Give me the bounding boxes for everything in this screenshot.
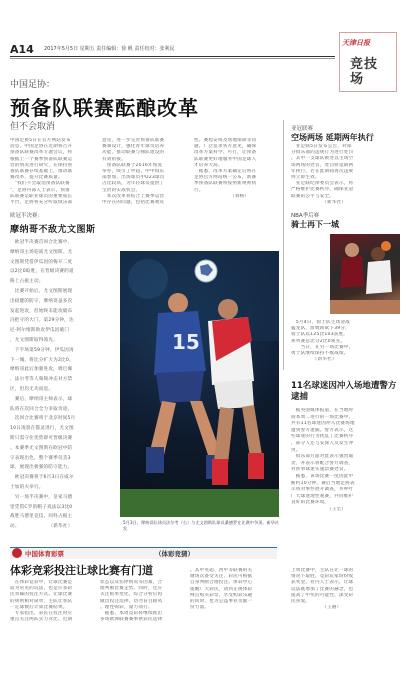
text-line: 摩纳哥此后加强进攻，姆巴佩 bbox=[10, 367, 73, 373]
text-line: 些球迷的行为扰乱了比赛秩序 bbox=[291, 434, 354, 440]
text-line: 行。 bbox=[194, 187, 204, 193]
text-line: 据英国媒体报道，在当地时 bbox=[291, 408, 354, 413]
text-line: 平台，足协将充分听取俱乐部 bbox=[10, 199, 73, 205]
text-line: 份力量。 bbox=[190, 605, 210, 611]
text-line: 勇士队继续保持不败战绩。 bbox=[291, 350, 349, 356]
text-line: 欧冠决赛将于6月3日在威尔 bbox=[10, 475, 74, 481]
text-line: 场两场的处罚，处罚将延期两 bbox=[291, 162, 354, 168]
text-line: 士加的夫举行。 bbox=[10, 484, 44, 490]
text-line: 欧冠半决赛首回合比赛中， bbox=[10, 240, 73, 245]
text-line: （刘杨） bbox=[194, 193, 250, 199]
nba-kicker: NBA季后赛 bbox=[291, 213, 320, 219]
lead-headline: 预备队联赛酝酿改革 bbox=[10, 96, 199, 120]
text-line: 的同时，也为公益事业贡献一 bbox=[190, 598, 253, 604]
lottery-band-sub: （体彩竞猜） bbox=[155, 550, 194, 558]
text-line: 5月4日，骑士队主场迎战 bbox=[291, 320, 350, 325]
text-line: 中存在的问题，包括比赛观赏 bbox=[102, 199, 165, 205]
text-line: 做出投注选择，切勿盲目跟风 bbox=[100, 598, 163, 604]
text-line: 球，展现出极强的防守能力。 bbox=[10, 465, 73, 471]
text-line: 玩法既增加了比赛的悬念，也 bbox=[291, 586, 354, 592]
feature-title: 摩纳哥不敌尤文图斯 bbox=[10, 225, 96, 235]
text-line: 尼·阿尔维斯助攻伊瓜因破门 bbox=[10, 328, 70, 334]
text-line: 有效衔接。 bbox=[102, 156, 126, 162]
text-line: 网点购买彩票，享受购彩乐趣 bbox=[190, 592, 253, 598]
text-line: 队将在次回合全力争取奇迹。 bbox=[10, 406, 73, 412]
lottery-body-col4 bbox=[291, 568, 405, 628]
text-line: 亚足联纪律委员会表示，将 bbox=[291, 181, 354, 187]
text-line: 猛龙队，詹姆斯砍下39分， bbox=[291, 326, 350, 332]
text-line: 据悉，改革方案确定后将在 bbox=[194, 168, 257, 174]
text-line: 对涉事球迷实施禁赛处罚。 bbox=[291, 467, 349, 473]
nba-photo-illustration bbox=[330, 234, 400, 314]
text-line: 严格维护比赛秩序，确保亚冠 bbox=[291, 187, 354, 193]
text-line: 在体彩竞彩中，让球比赛是 bbox=[10, 580, 73, 585]
nba-photo bbox=[330, 234, 400, 314]
text-line: 分俱乐部的违规行为进行处罚 bbox=[291, 150, 354, 156]
text-line: 赛改革，提升比赛质量。 bbox=[10, 175, 63, 181]
header-rule bbox=[10, 56, 335, 57]
text-line: 营的情况进行研究，在保持预 bbox=[10, 162, 73, 168]
text-line: 联赛的公平与安全。 bbox=[291, 193, 335, 199]
nba-title: 骑士再下一城 bbox=[291, 220, 339, 229]
text-line: 系列赛总比分2比0领先。 bbox=[291, 338, 346, 344]
lead-body-col3 bbox=[194, 138, 280, 208]
text-line: 队联赛更好地服务中国足球人 bbox=[194, 156, 257, 162]
text-line: 发起进攻，但始终未能攻破布 bbox=[10, 308, 73, 314]
text-line: 冯把守的大门。第29分钟，达 bbox=[10, 318, 74, 324]
text-line: 理判断比赛走势。同时，还应 bbox=[100, 586, 163, 592]
text-line: 举办，吸引了中超、中甲俱乐 bbox=[102, 168, 165, 174]
text-line: ，部分人还与安保人员发生冲 bbox=[291, 440, 354, 446]
text-line: 间本周二进行的一场比赛中， bbox=[291, 414, 354, 420]
header-rule-thin bbox=[10, 58, 335, 59]
sidebar-a-title: 空场两场 延期两年执行 bbox=[291, 133, 374, 142]
text-line: 共有11名球迷因冲入比赛场地 bbox=[291, 421, 355, 427]
text-line: 战胜马德里竞技，同样占据主 bbox=[10, 514, 73, 520]
lottery-band-label: 中国体育彩票 bbox=[25, 550, 64, 558]
lead-subhead: 但不会取消 bbox=[10, 122, 56, 132]
text-line: 重点关注两队实力对比、近期 bbox=[10, 617, 73, 623]
sidebar-a-kicker: 亚冠联赛 bbox=[291, 126, 314, 132]
text-line: 守表现出色，整个赛季仅丢3 bbox=[10, 455, 71, 461]
text-line: 改革方案科学、可行，让预备 bbox=[194, 150, 257, 156]
text-line: 键场次备受关注，彩民可根据 bbox=[190, 574, 253, 580]
text-line: 获奖金。业内人士表示，让球 bbox=[291, 580, 354, 586]
text-line: 次回合比赛将于北京时间5月 bbox=[10, 416, 76, 422]
text-line: 本次改革将结合上赛季运营 bbox=[102, 193, 165, 199]
text-line: 队联赛是职业球员的重要成长 bbox=[10, 193, 73, 199]
sidebar-b-body bbox=[291, 408, 405, 516]
text-line: 民青睐的投注方式。让球比赛 bbox=[10, 592, 73, 598]
text-line: 较为常见的玩法，也是许多彩 bbox=[10, 586, 73, 592]
text-line: 。理性购彩，量力而行。 bbox=[100, 604, 153, 610]
text-line: 足协官方网站统一公布，新赛 bbox=[194, 175, 257, 181]
text-line: 状态以及伤停情况等因素，合 bbox=[100, 580, 163, 585]
lead-kicker: 中国足协： bbox=[10, 80, 56, 90]
lottery-body-col2 bbox=[100, 580, 186, 628]
text-line: 责，并表示将配合警方调查， bbox=[291, 460, 354, 466]
text-line: 遭到警方逮捕。警方表示，这 bbox=[291, 427, 354, 433]
logo-section-name: 竞技场 bbox=[350, 57, 379, 87]
text-line: 摩纳哥主场迎战尤文图斯。尤 bbox=[10, 249, 73, 255]
logo-brand: 天津日报 bbox=[342, 39, 370, 47]
text-line: 性、赛程安排及场地保障等问 bbox=[194, 138, 257, 143]
lottery-body-col3 bbox=[190, 568, 278, 628]
text-line: 动。 （新华社） bbox=[10, 524, 73, 530]
text-line: 情况下取胜，竞彩玩家纷纷收 bbox=[291, 574, 354, 580]
lead-body-col1 bbox=[10, 138, 98, 208]
text-line: 赛制设计，强化青年球员培养 bbox=[102, 144, 165, 150]
text-line: 年执行，若在此期间再次违规 bbox=[291, 168, 354, 174]
text-line: 才培养大局。 bbox=[194, 162, 223, 168]
lottery-logo-icon bbox=[12, 548, 22, 558]
text-line: 骑士队以125比103获胜， bbox=[291, 332, 349, 338]
text-line: 提高了中奖的可能性，深受彩 bbox=[291, 592, 354, 598]
text-line: 民喜爱。 bbox=[291, 598, 311, 604]
text-line: 当日，在另一场比赛中， bbox=[291, 344, 354, 350]
text-line: 功能，推动联赛与梯队建设的 bbox=[102, 150, 165, 156]
text-line: （新华社） bbox=[291, 357, 337, 363]
nba-body bbox=[291, 320, 405, 366]
lottery-body-col1 bbox=[10, 580, 96, 628]
sidebar-a-body bbox=[291, 144, 405, 208]
text-line: 文图斯凭借伊瓜因的梅开二度 bbox=[10, 259, 73, 265]
text-line: 预备队联赛改革专题会议，将 bbox=[10, 150, 73, 156]
text-line: 消息，中国足协在近期将召开 bbox=[10, 144, 73, 150]
text-line: 根据上一个赛季预备队联赛运 bbox=[10, 156, 73, 162]
text-line: 备队联赛存续基础上，推动联 bbox=[10, 168, 73, 174]
text-line: 断约10分钟。赛后当地足协表 bbox=[291, 480, 355, 486]
match-photo-illustration bbox=[120, 251, 279, 517]
text-line: 俱乐部方面对此表示强烈谴 bbox=[291, 454, 354, 460]
text-line: 一定球数后计算比赛结果。 bbox=[10, 604, 68, 610]
text-line: 据悉，该场比赛一度因此中 bbox=[291, 473, 354, 479]
text-line: （王丽） bbox=[291, 605, 342, 611]
text-line: （王宏） bbox=[291, 506, 347, 512]
text-line: 另一场半决赛中，皇家马德 bbox=[10, 494, 73, 500]
text-line: 上周比赛中，主队在让一球的 bbox=[291, 568, 354, 573]
date-line: 2017年5月5日 星期五 责任编辑：徐 帆 责任校对：张利民 bbox=[44, 46, 175, 52]
text-line: 亚足联5日发布公告，对部 bbox=[291, 144, 352, 149]
feature-kicker: 欧冠半决赛： bbox=[10, 213, 44, 219]
text-line: 季预备队联赛将按照新规则执 bbox=[194, 181, 257, 187]
text-line: 里凭借C罗的帽子戏法以3比0 bbox=[10, 504, 73, 510]
feature-body bbox=[10, 238, 116, 540]
text-line: 中国足协5日在官方网站发布 bbox=[10, 138, 71, 143]
text-line: ，尤文图斯取得领先。 bbox=[10, 337, 58, 343]
text-line: 。本赛季尤文图斯在欧冠中防 bbox=[10, 445, 73, 451]
text-line: 下半场第59分钟，伊瓜因再 bbox=[10, 347, 74, 353]
photo-caption: 5月3日，摩纳哥队球员法尔考（右）与尤文图斯队球员桑德罗在比赛中争顶。新华社发 bbox=[123, 520, 280, 531]
match-photo bbox=[120, 251, 279, 517]
text-line: 良好的比赛环境。 bbox=[291, 500, 330, 506]
text-line: 题，广泛征求各方意见，确保 bbox=[194, 144, 257, 150]
text-line: 部参加，出场球员中U23球员 bbox=[102, 175, 165, 181]
text-line: 多场欧洲联赛赛事供彩民选择 bbox=[100, 617, 163, 623]
sidebar-b-title: 11名球迷因冲入场地遭警方逮捕 bbox=[291, 381, 397, 402]
text-line: 下一城，将比分扩大为2比0。 bbox=[10, 357, 74, 363]
text-line: 宝贵的实战机会。 bbox=[102, 187, 141, 193]
text-line: 、法尔考等人频频冲击对方禁 bbox=[10, 377, 73, 383]
text-line: 广大球迷理性观赛，共同维护 bbox=[291, 493, 354, 499]
text-line: 的规则相对简单，主队让客队 bbox=[10, 598, 73, 604]
text-line: （新华社） bbox=[291, 199, 347, 205]
text-line: 关注赔率变化，综合分析后再 bbox=[100, 592, 163, 598]
text-line: 专家指出，彩民在投注时应 bbox=[10, 610, 73, 616]
text-line: 区，但均无功而返。 bbox=[10, 386, 54, 392]
page-number: A14 bbox=[10, 43, 34, 56]
text-line: 预备队联赛于2016年恢复 bbox=[102, 162, 163, 168]
text-line: 斯只需守住优势即可晋级决赛 bbox=[10, 435, 73, 441]
text-line: 。其中英超、西甲等联赛的关 bbox=[190, 568, 253, 573]
text-line: 赛后，摩纳哥主帅表示，球 bbox=[10, 396, 73, 402]
text-line: 比赛开始后，尤文图斯展现 bbox=[10, 288, 73, 294]
text-line: 示将对事件展开调查，并呼吁 bbox=[291, 487, 354, 493]
text-line: "我们不会取消预备队联赛 bbox=[10, 181, 70, 187]
text-line: 。其中一支球队被处以主场空 bbox=[291, 156, 354, 162]
text-line: 意见，进一步完善预备队联赛 bbox=[102, 138, 165, 143]
text-line: 则立即生效。 bbox=[291, 174, 320, 180]
text-line: 出稳健的防守，摩纳哥虽多次 bbox=[10, 298, 73, 304]
svg-text:15: 15 bbox=[172, 330, 200, 354]
text-line: 路上占据主动。 bbox=[10, 279, 44, 285]
text-line: 突。 bbox=[291, 447, 301, 453]
lead-body-col2 bbox=[102, 138, 190, 208]
text-line: 提醒广大彩民，请到正规体彩 bbox=[190, 586, 253, 592]
text-line: 占比较高，为年轻球员提供了 bbox=[102, 181, 165, 187]
text-line: 自身判断合理投注。体彩中心 bbox=[190, 580, 253, 586]
text-line: 据悉，本周竞彩将继续推出 bbox=[100, 610, 163, 616]
text-line: 10日凌晨在都灵进行，尤文图 bbox=[10, 426, 74, 432]
text-line: "，足协内部人士表示，预备 bbox=[10, 187, 70, 193]
text-line: 以2比0取胜，在晋级决赛的道 bbox=[10, 269, 74, 275]
lottery-title: 体彩竞彩投注让球比赛有门道 bbox=[10, 564, 153, 577]
